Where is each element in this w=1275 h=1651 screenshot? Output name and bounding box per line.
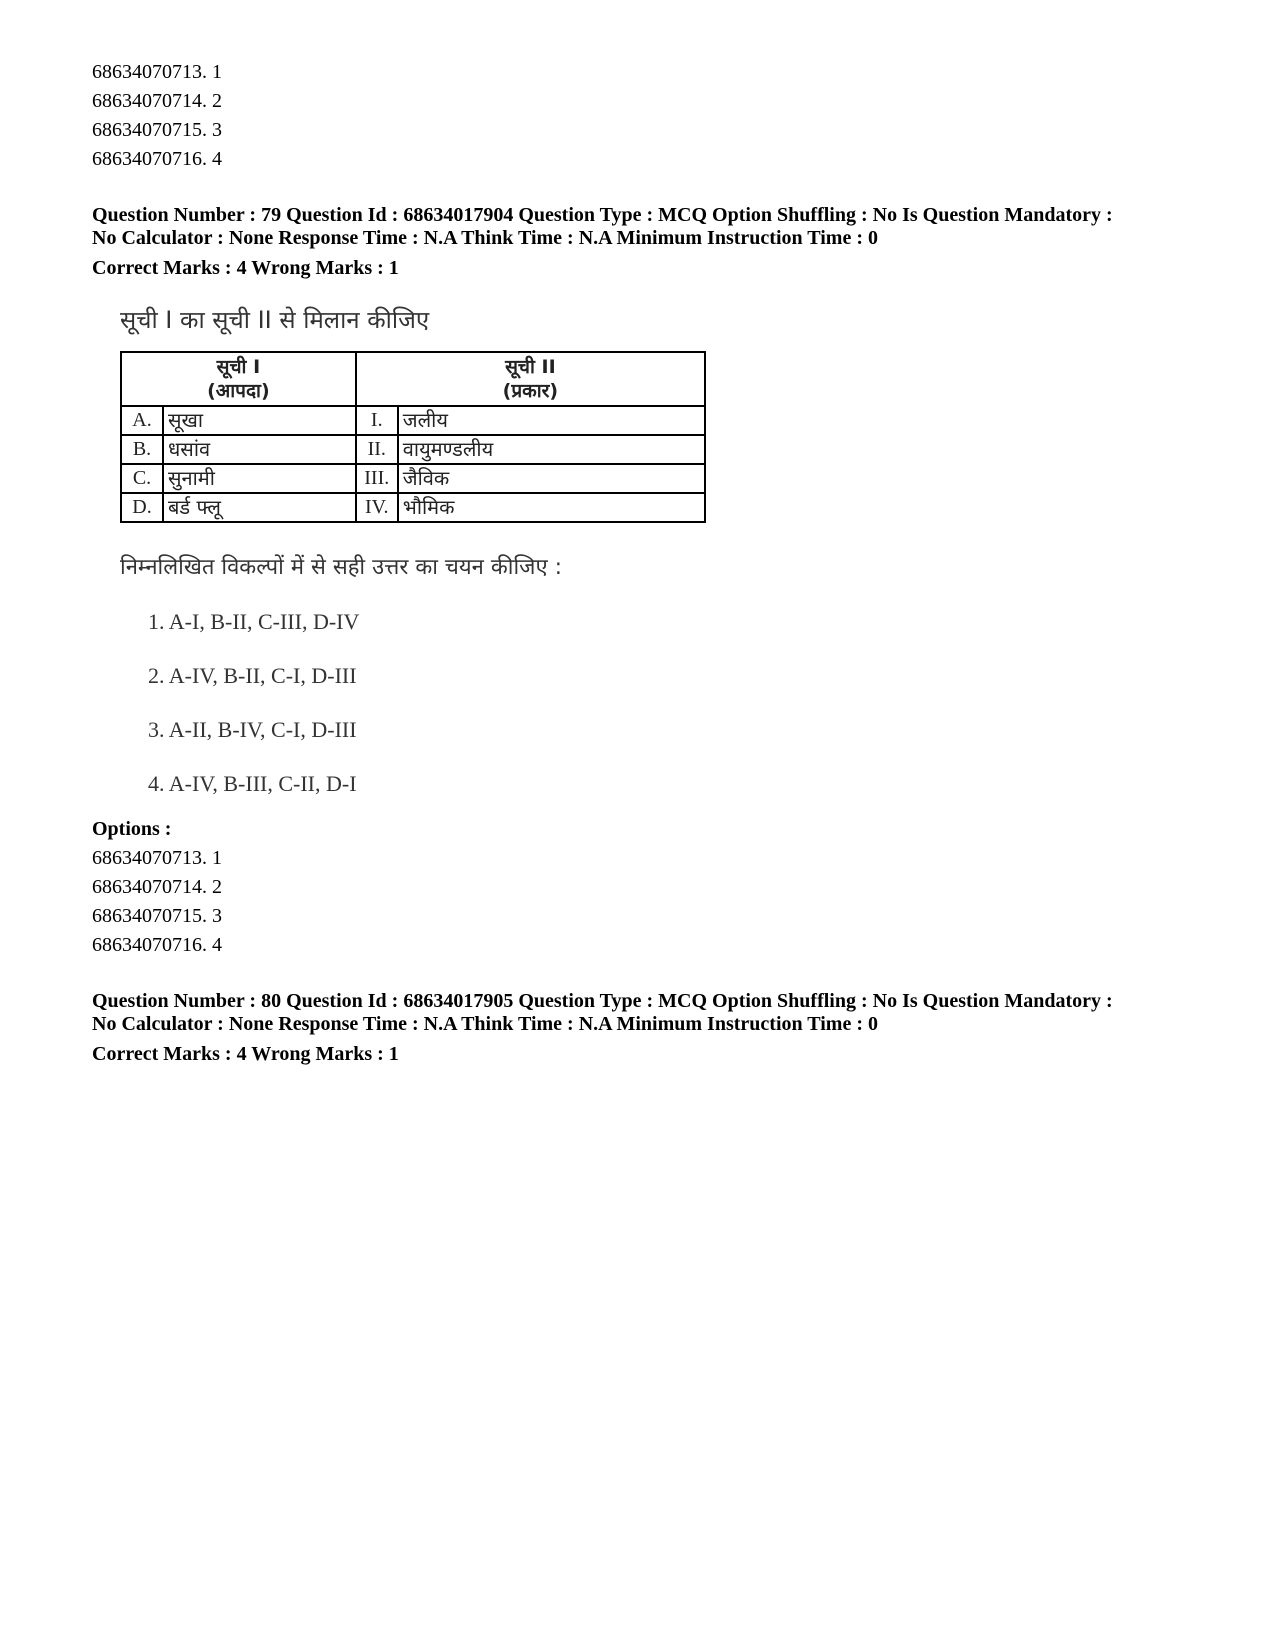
question-body (120, 297, 1220, 811)
row-key-1: A. (121, 406, 163, 435)
row-key-1: D. (121, 493, 163, 522)
question-meta-line-2: No Calculator : None Response Time : N.A Think Time : N.A Minimum Instruction Time : 0 (92, 227, 878, 249)
question-80 (92, 990, 1212, 1069)
list-2-title: सूची II (505, 356, 556, 378)
question-marks: Correct Marks : 4 Wrong Marks : 1 (92, 1043, 399, 1065)
row-value-1: बर्ड फ्लू (163, 493, 356, 522)
options-list (92, 844, 1212, 960)
answer-choice: 1. A-I, B-II, C-III, D-IV (148, 609, 360, 634)
row-value-2: वायुमण्डलीय (398, 435, 705, 464)
option-item: 68634070713. 1 (92, 61, 222, 83)
question-marks: Correct Marks : 4 Wrong Marks : 1 (92, 257, 399, 279)
match-table (120, 351, 706, 523)
question-meta-line-1: Question Number : 79 Question Id : 68634017904 Question Type : MCQ Option Shuffling : No Is Question Mandatory : (92, 204, 1113, 226)
table-row (121, 435, 705, 464)
table-row (121, 464, 705, 493)
row-key-1: C. (121, 464, 163, 493)
option-item: 68634070716. 4 (92, 934, 222, 956)
list-1-title: सूची I (216, 356, 261, 378)
table-row (121, 493, 705, 522)
question-meta-line-1: Question Number : 80 Question Id : 68634017905 Question Type : MCQ Option Shuffling : No Is Question Mandatory : (92, 990, 1113, 1012)
previous-options-list (92, 58, 1212, 174)
row-key-2: IV. (356, 493, 398, 522)
row-value-1: धसांव (163, 435, 356, 464)
choose-instruction: निम्नलिखित विकल्पों में से सही उत्तर का चयन कीजिए : (120, 555, 563, 580)
option-item: 68634070713. 1 (92, 847, 222, 869)
answer-choice: 3. A-II, B-IV, C-I, D-III (148, 717, 357, 742)
row-value-2: भौमिक (398, 493, 705, 522)
list-2-header (356, 352, 705, 406)
row-key-1: B. (121, 435, 163, 464)
row-value-1: सुनामी (163, 464, 356, 493)
option-item: 68634070714. 2 (92, 90, 222, 112)
row-value-2: जैविक (398, 464, 705, 493)
option-item: 68634070714. 2 (92, 876, 222, 898)
list-2-subtitle: (प्रकार) (502, 380, 559, 402)
question-instruction: सूची I का सूची II से मिलान कीजिए (120, 306, 430, 334)
list-1-header (121, 352, 356, 406)
answer-choice: 4. A-IV, B-III, C-II, D-I (148, 771, 357, 796)
option-item: 68634070715. 3 (92, 905, 222, 927)
row-key-2: I. (356, 406, 398, 435)
table-row (121, 406, 705, 435)
question-meta-line-2: No Calculator : None Response Time : N.A Think Time : N.A Minimum Instruction Time : 0 (92, 1013, 878, 1035)
row-value-2: जलीय (398, 406, 705, 435)
options-label: Options : (92, 818, 172, 840)
row-value-1: सूखा (163, 406, 356, 435)
document-page (92, 58, 1212, 1069)
option-item: 68634070716. 4 (92, 148, 222, 170)
row-key-2: III. (356, 464, 398, 493)
list-1-subtitle: (आपदा) (207, 380, 270, 402)
option-item: 68634070715. 3 (92, 119, 222, 141)
table-header-row (121, 352, 705, 406)
row-key-2: II. (356, 435, 398, 464)
answer-choice: 2. A-IV, B-II, C-I, D-III (148, 663, 357, 688)
answer-choices (148, 595, 1220, 811)
question-79 (92, 204, 1212, 960)
